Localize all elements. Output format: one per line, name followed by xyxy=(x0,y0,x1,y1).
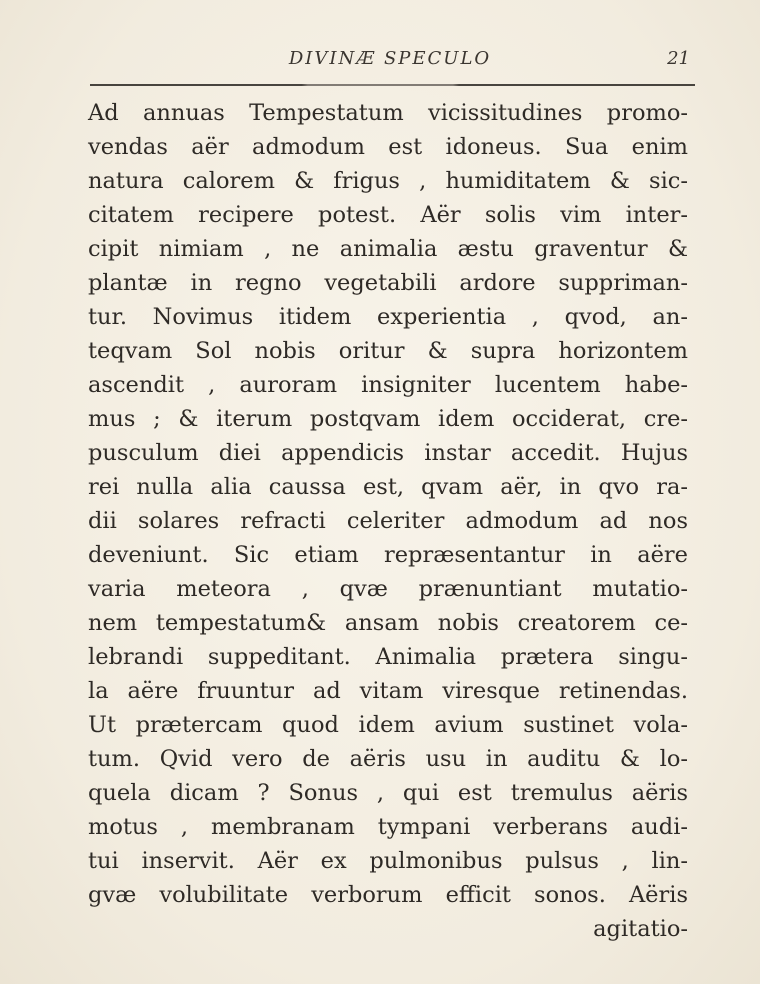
text-line: plantæ in regno vegetabili ardore suppriman- xyxy=(88,270,688,296)
text-line: quela dicam ? Sonus , qui est tremulus aëris xyxy=(88,780,688,806)
running-head: DIVINÆ SPECULO xyxy=(288,48,492,69)
catchword: agitatio- xyxy=(593,916,688,942)
text-line: vendas aër admodum est idoneus. Sua enim xyxy=(88,134,688,160)
text-line: tui inservit. Aër ex pulmonibus pulsus , lin- xyxy=(88,848,688,874)
text-line: la aëre fruuntur ad vitam viresque retinendas. xyxy=(88,678,688,704)
text-line: rei nulla alia caussa est, qvam aër, in qvo ra- xyxy=(88,474,688,500)
text-line: cipit nimiam , ne animalia æstu graventur & xyxy=(88,236,688,262)
body-text xyxy=(88,96,688,946)
text-line: lebrandi suppeditant. Animalia prætera singu- xyxy=(88,644,688,670)
text-line: tum. Qvid vero de aëris usu in auditu & lo- xyxy=(88,746,688,772)
page-header xyxy=(90,40,690,80)
text-line: deveniunt. Sic etiam repræsentantur in aëre xyxy=(88,542,688,568)
text-line: gvæ volubilitate verborum efficit sonos. Aëris xyxy=(88,882,688,908)
text-line: Ut prætercam quod idem avium sustinet vola- xyxy=(88,712,688,738)
text-line: nem tempestatum& ansam nobis creatorem ce- xyxy=(88,610,688,636)
text-line: teqvam Sol nobis oritur & supra horizontem xyxy=(88,338,688,364)
text-line: tur. Novimus itidem experientia , qvod, an- xyxy=(88,304,688,330)
page-number: 21 xyxy=(667,48,690,69)
text-line: dii solares refracti celeriter admodum ad nos xyxy=(88,508,688,534)
header-rule xyxy=(90,84,695,86)
text-line: ascendit , auroram insigniter lucentem habe- xyxy=(88,372,688,398)
text-line: mus ; & iterum postqvam idem occiderat, cre- xyxy=(88,406,688,432)
text-line: pusculum diei appendicis instar accedit. Hujus xyxy=(88,440,688,466)
text-line: natura calorem & frigus , humiditatem & sic- xyxy=(88,168,688,194)
text-line: motus , membranam tympani verberans audi- xyxy=(88,814,688,840)
text-line: Ad annuas Tempestatum vicissitudines promo- xyxy=(88,100,688,126)
text-line: varia meteora , qvæ prænuntiant mutatio- xyxy=(88,576,688,602)
text-line: citatem recipere potest. Aër solis vim inter- xyxy=(88,202,688,228)
